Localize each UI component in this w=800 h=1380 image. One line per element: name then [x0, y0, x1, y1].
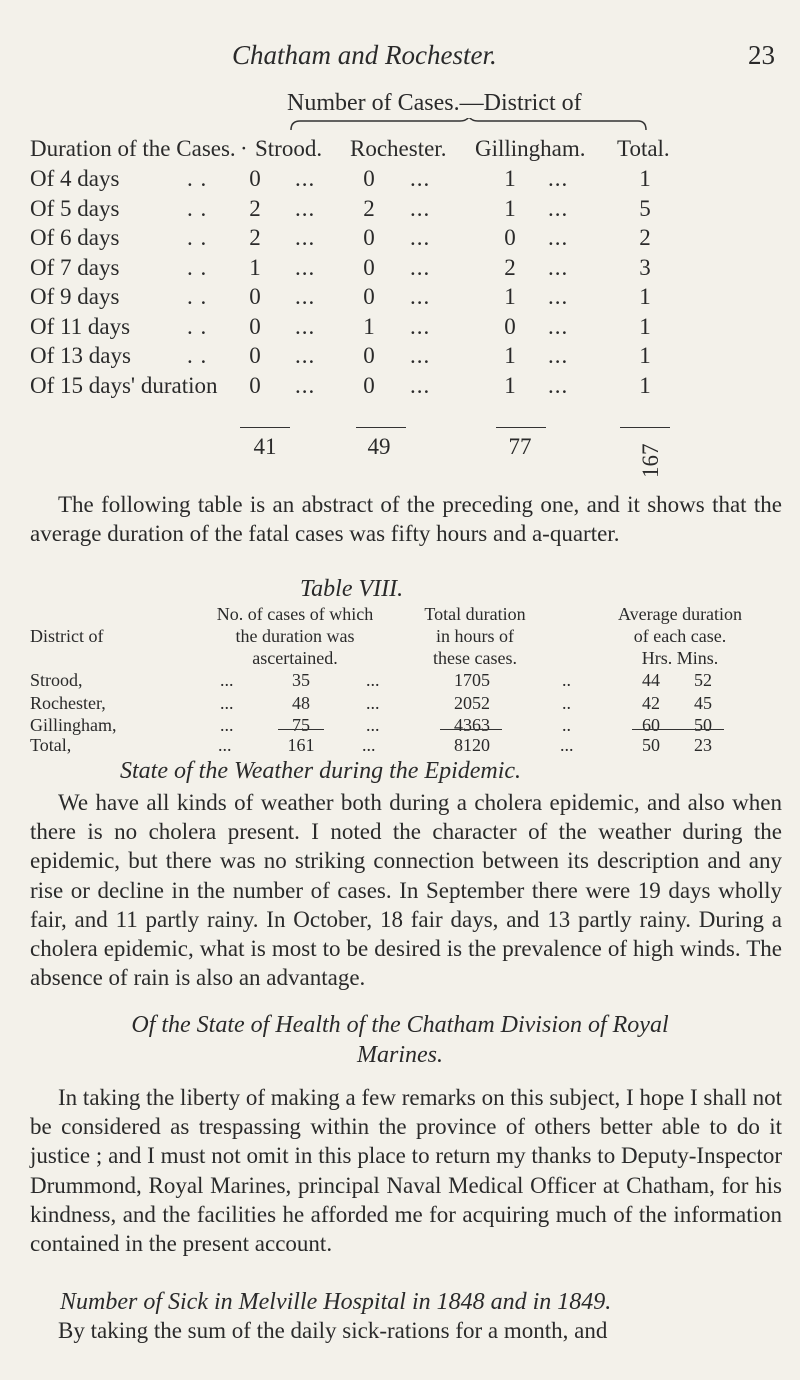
cell-value: 3 — [639, 254, 651, 280]
cell-avg-hrs: 44 — [642, 670, 660, 690]
cell-value: 0 — [504, 313, 516, 339]
total-hours: 8120 — [454, 735, 490, 755]
leader-dots: ... — [295, 225, 316, 250]
cell-value: 0 — [249, 313, 261, 339]
row-label: Strood, — [30, 670, 83, 690]
row-label: Of 6 days — [30, 225, 120, 250]
running-head: Chatham and Rochester. — [232, 40, 497, 70]
district-brace — [290, 118, 648, 132]
leader-dots: ... — [295, 343, 316, 368]
weather-heading: State of the Weather during the Epidemic. — [120, 758, 522, 784]
leader-dots: ... — [295, 254, 316, 280]
leader-dots: ... — [548, 166, 569, 191]
cell-value: 0 — [249, 343, 261, 368]
total-avg-hrs: 50 — [642, 735, 660, 755]
column-header-strood: Strood. — [255, 136, 323, 161]
cell-cases: 75 — [292, 715, 310, 735]
cell-value: 0 — [363, 225, 375, 250]
leader-dots: ... — [410, 166, 431, 191]
leader-dots: ... — [295, 195, 316, 221]
leader-dots: . . — [187, 313, 208, 339]
cell-value: 2 — [363, 195, 375, 221]
cell-value: 1 — [249, 254, 261, 280]
header-cases-line: No. of cases of which — [216, 604, 374, 624]
cell-value: 1 — [504, 166, 516, 191]
row-label: Of 5 days — [30, 195, 120, 221]
leader-dots: ... — [366, 692, 380, 713]
cell-cases: 48 — [292, 692, 310, 713]
leader-dots: ... — [548, 313, 569, 339]
table-row — [30, 670, 770, 694]
cell-value: 0 — [249, 372, 261, 398]
total-rule — [356, 427, 406, 428]
row-label: Of 9 days — [30, 284, 120, 309]
cell-value: 1 — [639, 372, 651, 398]
sick-heading: Number of Sick in Melville Hospital in 1848 and in 1849. — [60, 1289, 612, 1315]
health-paragraph — [30, 1083, 782, 1258]
leader-dots: ... — [410, 254, 431, 280]
total-gillingham: 77 — [508, 434, 532, 459]
leader-dots: ... — [366, 670, 380, 690]
table-row — [30, 343, 780, 373]
header-hours-line: Total duration — [424, 604, 526, 624]
cell-value: 0 — [249, 166, 261, 191]
cell-value: 1 — [639, 313, 651, 339]
table-row — [30, 225, 780, 255]
cell-value: 2 — [249, 225, 261, 250]
leader-dots: ... — [548, 195, 569, 221]
header-cases-line: the duration was — [235, 626, 355, 646]
total-label: Total, — [30, 735, 72, 755]
sick-paragraph — [30, 1316, 782, 1345]
leader-dots: .. — [562, 692, 571, 713]
cell-value: 1 — [504, 284, 516, 309]
cell-value: 0 — [363, 254, 375, 280]
row-label: Of 15 days' duration — [30, 372, 218, 398]
header-dot: · — [240, 136, 248, 161]
header-cases-line: ascertained. — [252, 648, 338, 668]
cell-value: 1 — [363, 313, 375, 339]
column-header-total: Total. — [617, 136, 670, 161]
table-row — [30, 284, 780, 314]
leader-dots: . . — [187, 225, 208, 250]
total-cases: 161 — [287, 735, 315, 755]
intro-paragraph — [30, 490, 782, 548]
column-header-duration: Duration of the Cases. — [30, 136, 236, 161]
leader-dots: ... — [295, 313, 316, 339]
cell-avg-hrs: 42 — [642, 692, 660, 713]
leader-dots: ... — [410, 195, 431, 221]
cell-value: 1 — [504, 372, 516, 398]
header-hours-line: in hours of — [436, 626, 514, 646]
row-label: Rochester, — [30, 692, 106, 713]
leader-dots: ... — [218, 735, 232, 755]
cell-avg-hrs: 60 — [642, 715, 660, 735]
cell-value: 1 — [639, 343, 651, 368]
row-label: Of 13 days — [30, 343, 131, 368]
leader-dots: .. — [562, 715, 571, 735]
leader-dots: ... — [410, 284, 431, 309]
weather-text: We have all kinds of weather both during a cholera epidemic, and also when there is no cholera present. I noted the character of the weather during the epidemic, but there was no striking connection between its description and any rise or decline in the number of cases. In September there were 19 days wholly fair, and 11 partly rainy. In October, 18 fair days, and 13 partly rainy. During a cholera epidemic, what is most to be desired is the prevalence of high winds. The absence of rain is also an advantage. — [30, 790, 782, 991]
leader-dots: .. — [562, 670, 571, 690]
leader-dots: ... — [220, 670, 234, 690]
cell-value: 0 — [363, 372, 375, 398]
cell-value: 2 — [504, 254, 516, 280]
total-rule — [496, 427, 546, 428]
leader-dots: ... — [295, 284, 316, 309]
table-row — [30, 314, 780, 344]
header-average — [580, 603, 780, 669]
leader-dots: . . — [187, 284, 208, 309]
table-row — [30, 693, 770, 717]
cell-avg-mins: 50 — [694, 715, 712, 735]
leader-dots: ... — [410, 372, 431, 398]
total-rule — [278, 729, 324, 730]
leader-dots: . . — [187, 166, 208, 191]
total-rule — [632, 729, 724, 730]
total-rule — [240, 427, 290, 428]
total-rule — [440, 729, 502, 730]
leader-dots: ... — [295, 166, 316, 191]
leader-dots: ... — [548, 254, 569, 280]
row-label: Of 4 days — [30, 166, 120, 191]
leader-dots: ... — [410, 225, 431, 250]
leader-dots: ... — [362, 735, 376, 755]
weather-paragraph — [30, 788, 782, 992]
cell-value: 0 — [249, 284, 261, 309]
header-average-line: Average duration — [617, 604, 743, 624]
total-avg-mins: 23 — [694, 735, 712, 755]
cell-value: 5 — [639, 195, 651, 221]
total-rule — [620, 427, 670, 428]
intro-text: The following table is an abstract of the preceding one, and it shows that the average duration of the fatal cases was fifty hours and a-quarter. — [30, 492, 782, 547]
cell-avg-mins: 52 — [694, 670, 712, 690]
cell-hours: 2052 — [454, 692, 490, 713]
header-cases — [175, 603, 415, 669]
row-label: Of 11 days — [30, 313, 131, 339]
cell-avg-mins: 45 — [694, 692, 712, 713]
leader-dots: . . — [187, 195, 208, 221]
leader-dots: ... — [548, 343, 569, 368]
leader-dots: ... — [366, 715, 380, 735]
leader-dots: ... — [560, 735, 574, 755]
header-hours-line: these cases. — [433, 648, 517, 668]
column-header-rochester: Rochester. — [350, 136, 447, 161]
row-label: Gillingham, — [30, 715, 117, 735]
cell-value: 1 — [639, 284, 651, 309]
cell-cases: 35 — [292, 670, 310, 690]
leader-dots: ... — [548, 284, 569, 309]
leader-dots: ... — [548, 225, 569, 250]
cell-value: 2 — [639, 225, 651, 250]
leader-dots: ... — [548, 372, 569, 398]
leader-dots: ... — [220, 692, 234, 713]
total-strood: 41 — [253, 434, 277, 459]
table-row — [30, 373, 780, 403]
cell-value: 2 — [249, 195, 261, 221]
sick-text: By taking the sum of the daily sick-rations for a month, and — [58, 1318, 608, 1343]
leader-dots: ... — [295, 372, 316, 398]
cell-value: 1 — [504, 343, 516, 368]
cell-value: 1 — [639, 166, 651, 191]
cell-hours: 4363 — [454, 715, 490, 735]
cell-value: 0 — [363, 343, 375, 368]
leader-dots: ... — [410, 343, 431, 368]
cell-value: 0 — [363, 166, 375, 191]
table-caption: Number of Cases.—District of — [287, 90, 582, 116]
table-row — [30, 196, 780, 226]
table-row — [30, 166, 780, 196]
header-average-line: Hrs. Mins. — [641, 648, 719, 668]
leader-dots: . . — [187, 343, 208, 368]
cell-value: 1 — [504, 195, 516, 221]
total-rochester: 49 — [367, 434, 391, 459]
total-total: 167 — [638, 443, 663, 478]
health-text: In taking the liberty of making a few remarks on this subject, I hope I shall not be considered as trespassing within the province of others better able to do it justice ; and I must not omit in this place to return my thanks to Deputy-Inspector Drummond, Royal Marines, principal Naval Medical Officer at Chatham, for his kindness, and the facilities he afforded me for acquiring much of the information contained in the present account. — [30, 1085, 782, 1257]
cell-hours: 1705 — [454, 670, 490, 690]
table-row — [30, 255, 780, 285]
header-average-line: of each case. — [633, 626, 727, 646]
header-district: District of — [30, 626, 104, 646]
leader-dots: . . — [187, 254, 208, 280]
column-header-gillingham: Gillingham. — [475, 136, 586, 161]
page-number: 23 — [748, 40, 775, 70]
table-title: Table VIII. — [300, 576, 404, 602]
cell-value: 0 — [363, 284, 375, 309]
health-heading: Of the State of Health of the Chatham Division of Royal Marines. — [131, 1012, 669, 1068]
cell-value: 0 — [504, 225, 516, 250]
leader-dots: ... — [410, 313, 431, 339]
row-label: Of 7 days — [30, 254, 120, 280]
leader-dots: ... — [220, 715, 234, 735]
header-hours — [385, 603, 565, 669]
